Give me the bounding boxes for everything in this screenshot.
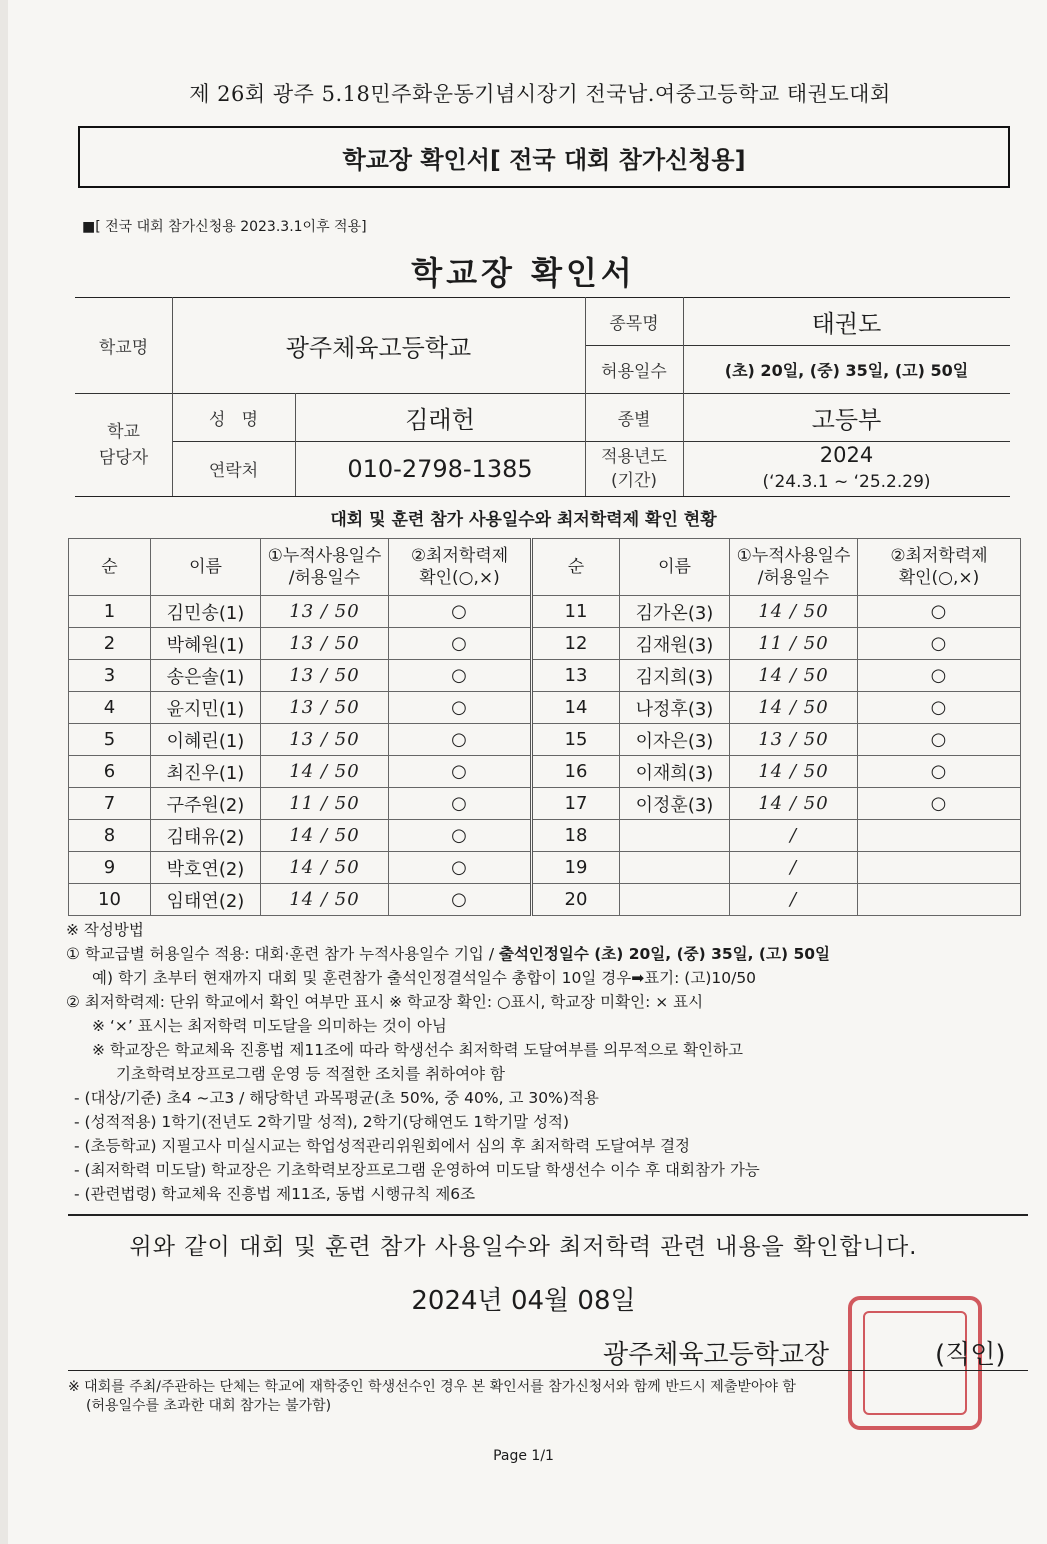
status-title: 대회 및 훈련 참가 사용일수와 최저학력제 확인 현황 bbox=[330, 510, 717, 530]
used-days: 14 / 50 bbox=[261, 884, 389, 916]
year-value: 2024 bbox=[819, 443, 874, 467]
used-days: 11 / 50 bbox=[730, 628, 858, 660]
document-date: 2024년 04월 08일 bbox=[411, 1286, 636, 1316]
student-name: 이혜린(1) bbox=[151, 724, 261, 756]
method-line-3: ② 최저학력제: 단위 학교에서 확인 여부만 표시 ※ 학교장 확인: ○표시, 학교장 미확인: × 표시 bbox=[66, 993, 704, 1011]
used-days: 14 / 50 bbox=[730, 756, 858, 788]
used-days: / bbox=[730, 884, 858, 916]
used-days: 14 / 50 bbox=[261, 852, 389, 884]
student-name: 이자은(3) bbox=[620, 724, 730, 756]
confirmation-text: 위와 같이 대회 및 훈련 참가 사용일수와 최저학력 관련 내용을 확인합니다. bbox=[129, 1234, 918, 1260]
method-line-10: - (최저학력 미도달) 학교장은 기초학력보장프로그램 운영하여 미도달 학생선수 이수 후 대회참가 가능 bbox=[74, 1161, 760, 1179]
division-value: 고등부 bbox=[811, 405, 882, 434]
division-label: 종별 bbox=[617, 409, 651, 430]
table-row bbox=[69, 852, 1021, 884]
table-row bbox=[69, 660, 1021, 692]
used-days: 14 / 50 bbox=[261, 820, 389, 852]
allowed-days-label: 허용일수 bbox=[601, 361, 667, 382]
manager-name-value: 김래헌 bbox=[405, 405, 475, 434]
method-line-5: ※ 학교장은 학교체육 진흥법 제11조에 따라 학생선수 최저학력 도달여부를 의무적으로 확인하고 bbox=[92, 1041, 743, 1059]
contact-value: 010-2798-1385 bbox=[347, 454, 533, 483]
min-achievement-check bbox=[858, 820, 1021, 852]
student-name: 박호연(2) bbox=[151, 852, 261, 884]
student-name: 김지희(3) bbox=[620, 660, 730, 692]
header-days: ①누적사용일수 /허용일수 bbox=[730, 539, 858, 596]
min-achievement-check: ○ bbox=[389, 852, 532, 884]
row-number: 7 bbox=[69, 788, 151, 820]
student-name: 최진우(1) bbox=[151, 756, 261, 788]
used-days: 14 / 50 bbox=[261, 756, 389, 788]
table-row bbox=[69, 628, 1021, 660]
student-name: 김재원(3) bbox=[620, 628, 730, 660]
min-achievement-check: ○ bbox=[389, 884, 532, 916]
min-achievement-check: ○ bbox=[389, 692, 532, 724]
row-number: 5 bbox=[69, 724, 151, 756]
student-name: 박혜원(1) bbox=[151, 628, 261, 660]
used-days: 14 / 50 bbox=[730, 596, 858, 628]
footnote-line-1: ※ 대회를 주최/주관하는 단체는 학교에 재학중인 학생선수인 경우 본 확인서를 참가신청서와 함께 반드시 제출받아야 함 bbox=[68, 1379, 796, 1395]
row-number: 13 bbox=[532, 660, 620, 692]
table-header-row bbox=[69, 539, 1021, 596]
used-days: 14 / 50 bbox=[730, 660, 858, 692]
row-number: 15 bbox=[532, 724, 620, 756]
header-days: ①누적사용일수 /허용일수 bbox=[261, 539, 389, 596]
row-number: 2 bbox=[69, 628, 151, 660]
min-achievement-check: ○ bbox=[389, 756, 532, 788]
student-name: 나정후(3) bbox=[620, 692, 730, 724]
period-value: (‘24.3.1 ~ ‘25.2.29) bbox=[762, 472, 931, 492]
competition-title: 제 26회 광주 5.18민주화운동기념시장기 전국남.여중고등학교 태권도대회 bbox=[189, 82, 891, 106]
name-label: 성 명 bbox=[208, 409, 259, 430]
student-name bbox=[620, 884, 730, 916]
student-name: 김태유(2) bbox=[151, 820, 261, 852]
min-achievement-check: ○ bbox=[858, 596, 1021, 628]
used-days: / bbox=[730, 852, 858, 884]
method-title: ※ 작성방법 bbox=[66, 921, 144, 939]
allowed-days-value: (초) 20일, (중) 35일, (고) 50일 bbox=[724, 360, 969, 380]
header-name: 이름 bbox=[620, 539, 730, 596]
used-days: 13 / 50 bbox=[261, 660, 389, 692]
row-number: 18 bbox=[532, 820, 620, 852]
min-achievement-check: ○ bbox=[389, 660, 532, 692]
min-achievement-check: ○ bbox=[389, 820, 532, 852]
student-name: 송은솔(1) bbox=[151, 660, 261, 692]
used-days: 14 / 50 bbox=[730, 692, 858, 724]
header-no: 순 bbox=[69, 539, 151, 596]
footnote-line-2: (허용일수를 초과한 대회 참가는 불가함) bbox=[86, 1398, 332, 1414]
table-row bbox=[69, 724, 1021, 756]
row-number: 3 bbox=[69, 660, 151, 692]
row-number: 9 bbox=[69, 852, 151, 884]
student-name bbox=[620, 820, 730, 852]
method-line-4: ※ ‘×’ 표시는 최저학력 미도달을 의미하는 것이 아님 bbox=[92, 1017, 447, 1035]
contact-label: 연락처 bbox=[208, 461, 259, 481]
main-title: 학교장 확인서 bbox=[411, 254, 636, 292]
min-achievement-check bbox=[858, 884, 1021, 916]
used-days: / bbox=[730, 820, 858, 852]
row-number: 16 bbox=[532, 756, 620, 788]
min-achievement-check: ○ bbox=[389, 596, 532, 628]
row-number: 11 bbox=[532, 596, 620, 628]
header-name: 이름 bbox=[151, 539, 261, 596]
school-label: 학교명 bbox=[98, 337, 149, 358]
header-no: 순 bbox=[532, 539, 620, 596]
min-achievement-check: ○ bbox=[858, 692, 1021, 724]
min-achievement-check: ○ bbox=[389, 724, 532, 756]
method-line-7: - (대상/기준) 초4 ~고3 / 해당학년 과목평균(초 50%, 중 40%, 고 30%)적용 bbox=[74, 1089, 599, 1107]
student-name: 김민송(1) bbox=[151, 596, 261, 628]
page-number: Page 1/1 bbox=[493, 1448, 554, 1464]
table-row bbox=[69, 884, 1021, 916]
min-achievement-check: ○ bbox=[389, 788, 532, 820]
used-days: 13 / 50 bbox=[261, 596, 389, 628]
row-number: 4 bbox=[69, 692, 151, 724]
status-table bbox=[68, 538, 1021, 916]
min-achievement-check: ○ bbox=[858, 628, 1021, 660]
row-number: 19 bbox=[532, 852, 620, 884]
method-line-11: - (관련법령) 학교체육 진흥법 제11조, 동법 시행규칙 제6조 bbox=[74, 1185, 476, 1203]
student-name bbox=[620, 852, 730, 884]
student-name: 이정훈(3) bbox=[620, 788, 730, 820]
row-number: 17 bbox=[532, 788, 620, 820]
seal-label: (직인) bbox=[935, 1340, 1006, 1370]
min-achievement-check: ○ bbox=[389, 628, 532, 660]
student-name: 임태연(2) bbox=[151, 884, 261, 916]
min-achievement-check: ○ bbox=[858, 788, 1021, 820]
box-title: 학교장 확인서[ 전국 대회 참가신청용] bbox=[78, 126, 1010, 188]
header-check: ②최저학력제 확인(○,×) bbox=[389, 539, 532, 596]
min-achievement-check bbox=[858, 852, 1021, 884]
year-label: 적용년도 (기간) bbox=[601, 446, 667, 491]
table-row bbox=[69, 820, 1021, 852]
row-number: 1 bbox=[69, 596, 151, 628]
applies-note: ■[ 전국 대회 참가신청용 2023.3.1이후 적용] bbox=[82, 219, 367, 235]
min-achievement-check: ○ bbox=[858, 660, 1021, 692]
table-row bbox=[69, 788, 1021, 820]
event-value: 태권도 bbox=[811, 309, 882, 338]
row-number: 12 bbox=[532, 628, 620, 660]
table-row bbox=[69, 692, 1021, 724]
student-name: 윤지민(1) bbox=[151, 692, 261, 724]
writing-method bbox=[66, 918, 1006, 1206]
event-label: 종목명 bbox=[609, 313, 659, 334]
student-name: 이재희(3) bbox=[620, 756, 730, 788]
table-row bbox=[69, 596, 1021, 628]
student-name: 구주원(2) bbox=[151, 788, 261, 820]
header-check: ②최저학력제 확인(○,×) bbox=[858, 539, 1021, 596]
row-number: 10 bbox=[69, 884, 151, 916]
method-line-9: - (초등학교) 지필고사 미실시교는 학업성적관리위원회에서 심의 후 최저학력 도달여부 결정 bbox=[74, 1137, 691, 1155]
row-number: 20 bbox=[532, 884, 620, 916]
used-days: 13 / 50 bbox=[261, 692, 389, 724]
principal-name: 광주체육고등학교장 bbox=[603, 1340, 830, 1370]
min-achievement-check: ○ bbox=[858, 756, 1021, 788]
method-line-2: 예) 학기 초부터 현재까지 대회 및 훈련참가 출석인정결석일수 총합이 10일 경우➡표기: (고)10/50 bbox=[92, 969, 757, 987]
footnote bbox=[68, 1378, 1028, 1416]
used-days: 11 / 50 bbox=[261, 788, 389, 820]
used-days: 13 / 50 bbox=[730, 724, 858, 756]
method-line-1: ① 학교급별 허용일수 적용: 대회·훈련 참가 누적사용일수 기입 / 출석인정일수 (초) 20일, (중) 35일, (고) 50일 bbox=[66, 945, 831, 963]
row-number: 14 bbox=[532, 692, 620, 724]
used-days: 13 / 50 bbox=[261, 628, 389, 660]
manager-label: 학교 담당자 bbox=[98, 421, 149, 468]
row-number: 8 bbox=[69, 820, 151, 852]
min-achievement-check: ○ bbox=[858, 724, 1021, 756]
student-name: 김가온(3) bbox=[620, 596, 730, 628]
used-days: 14 / 50 bbox=[730, 788, 858, 820]
table-row bbox=[69, 756, 1021, 788]
school-value: 광주체육고등학교 bbox=[285, 333, 472, 362]
method-line-6: 기초학력보장프로그램 운영 등 적절한 조치를 취하여야 함 bbox=[116, 1065, 505, 1083]
method-line-8: - (성적적용) 1학기(전년도 2학기말 성적), 2학기(당해연도 1학기말 성적) bbox=[74, 1113, 570, 1131]
row-number: 6 bbox=[69, 756, 151, 788]
used-days: 13 / 50 bbox=[261, 724, 389, 756]
